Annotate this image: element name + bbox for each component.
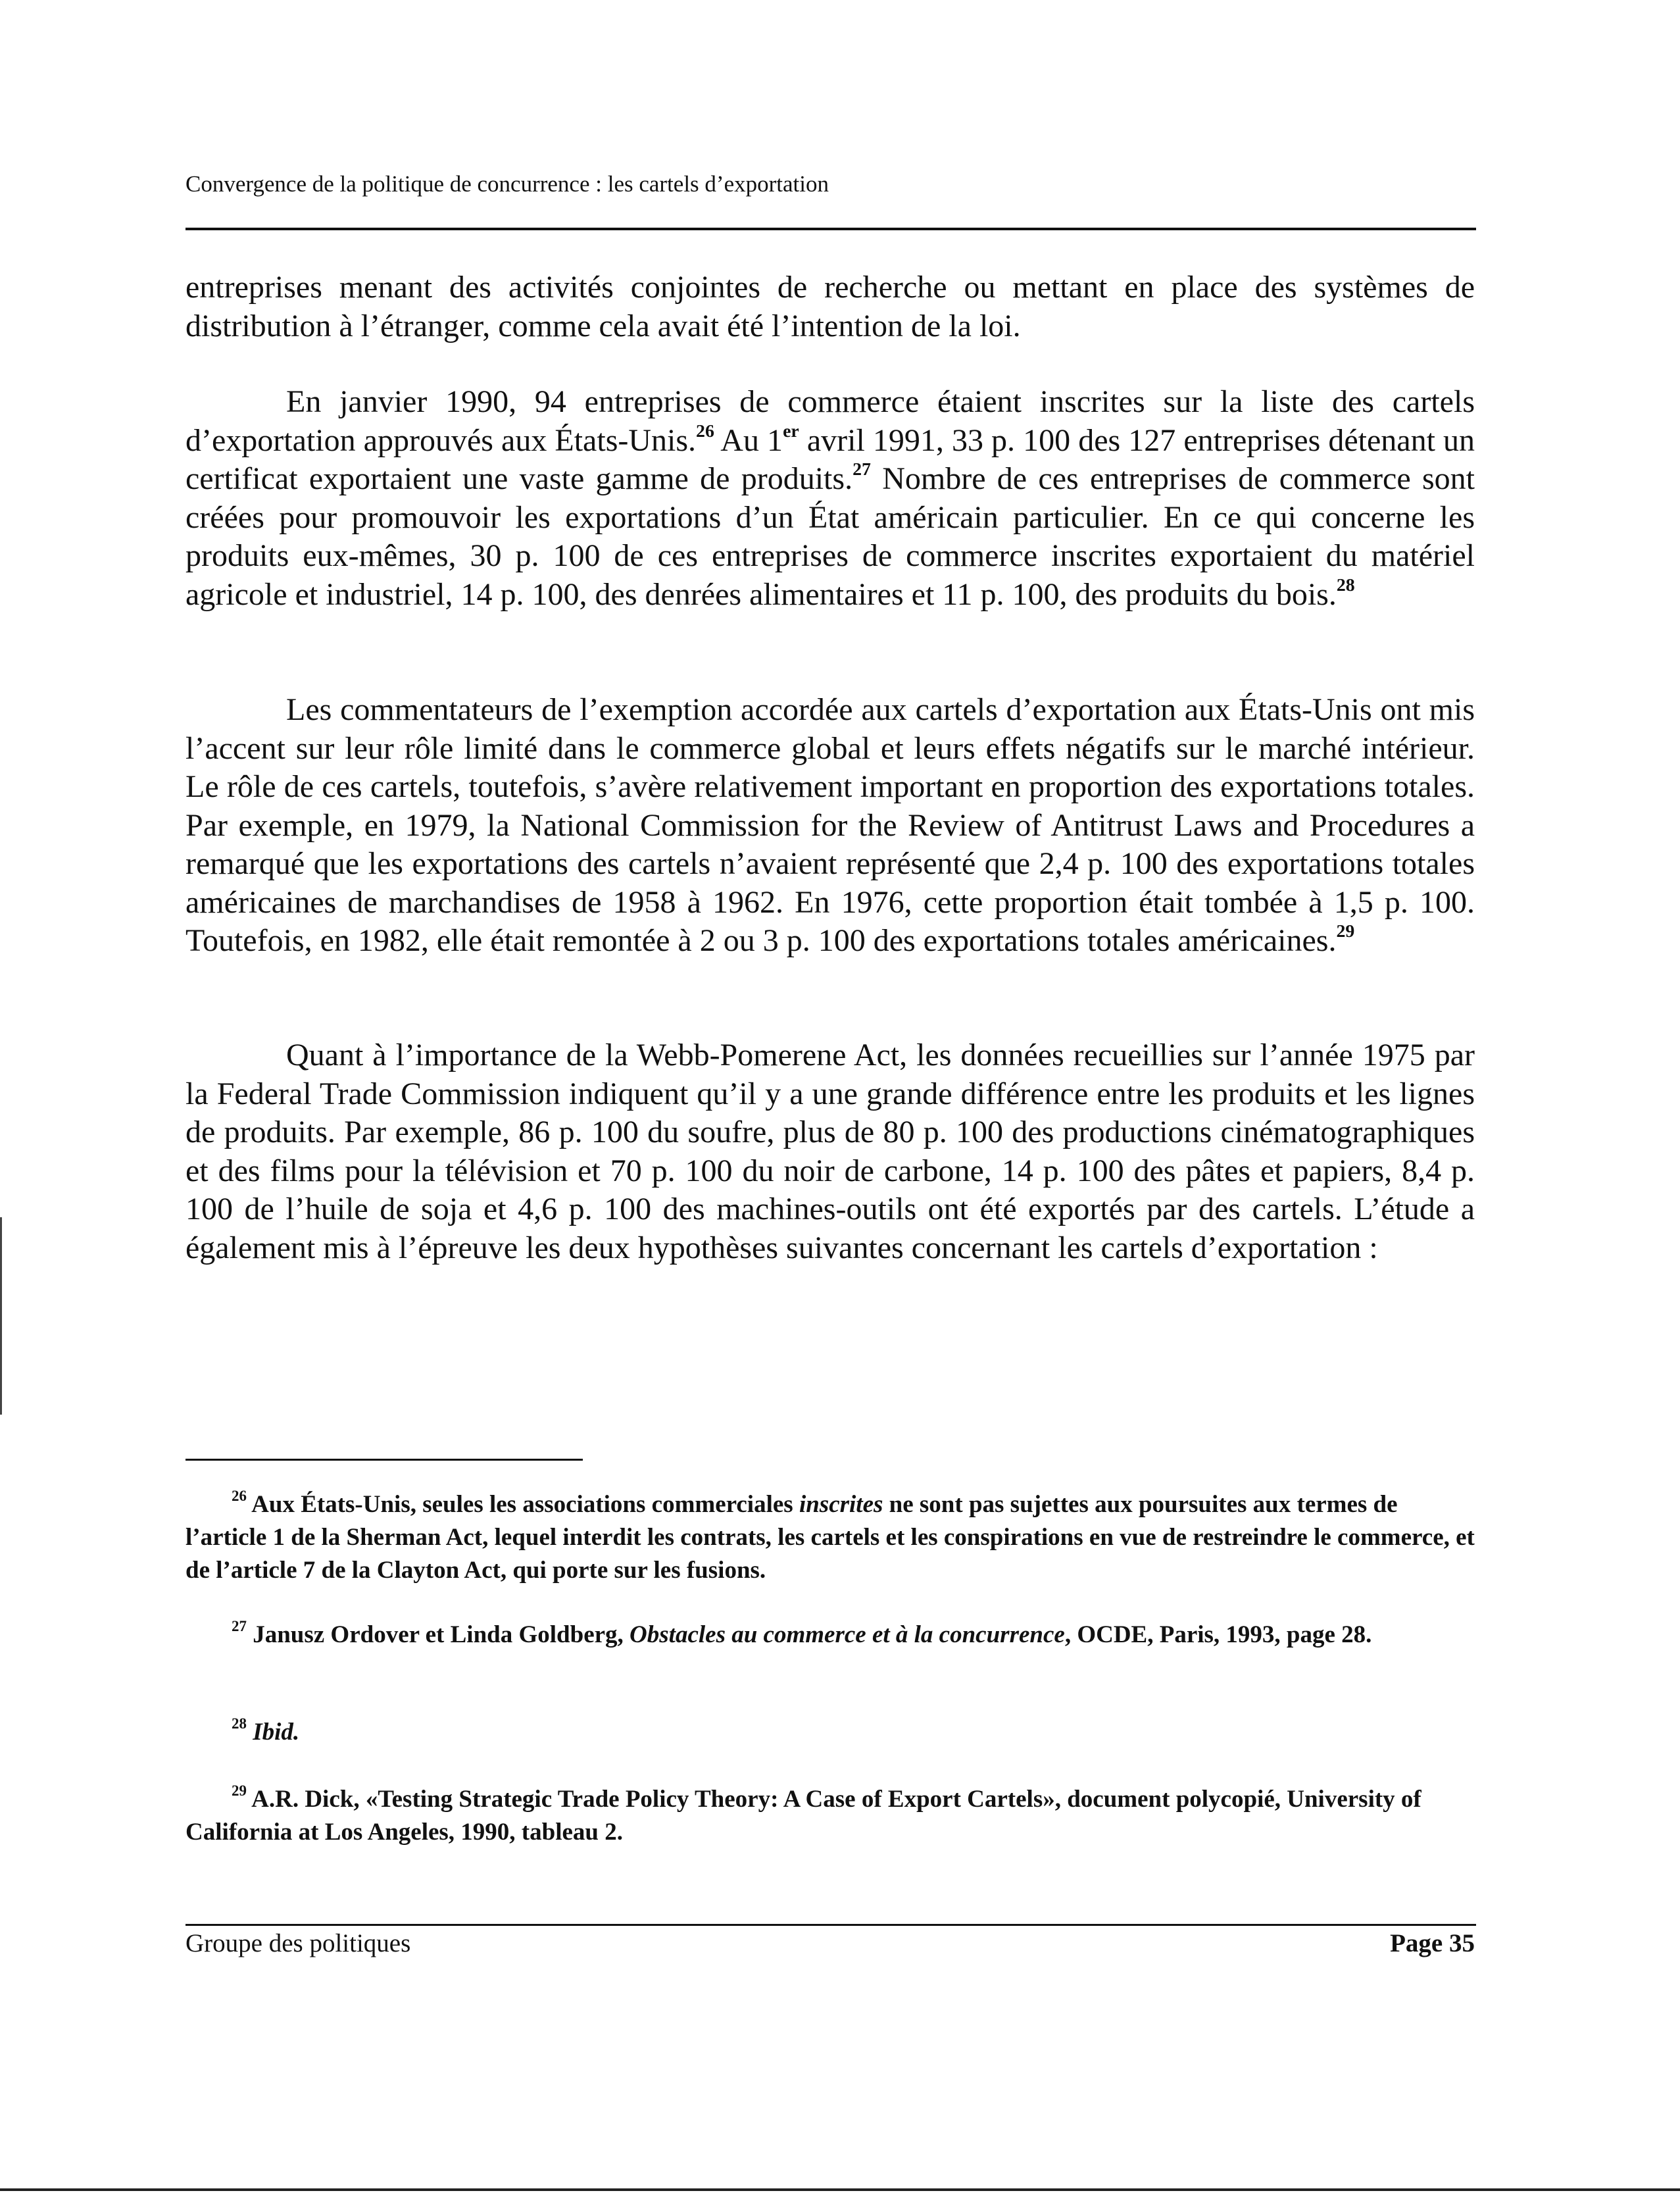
footer-organization: Groupe des politiques — [185, 1929, 411, 1957]
paragraph-text: avril 1991, 33 p. 100 des 127 entreprises détenant un certificat exportaient une vaste gamme de produits. — [185, 422, 1475, 496]
paragraph-text: Au 1 — [714, 422, 783, 458]
footnote-emphasis: Ibid. — [253, 1719, 300, 1746]
footnote-emphasis: inscrites — [799, 1491, 883, 1518]
footnote-ref-27[interactable]: 27 — [852, 459, 871, 480]
paragraph-text: Les commentateurs de l’exemption accordée aux cartels d’exportation aux États-Unis ont mis l’accent sur leur rôle limité dans le commerce global et leurs effets négatifs sur le marché intérieur. Le rôle de ces cartels, toutefois, s’avère relativement important en proportion des exportations totales. Par exemple, en 1979, la National Commission for the Review of Antitrust Laws and Procedures a remarqué que les exportations des cartels n’avaient représenté que 2,4 p. 100 des exportations totales américaines de marchandises de 1958 à 1962. En 1976, cette proportion était tombée à 1,5 p. 100. Toutefois, en 1982, elle était remontée à 2 ou 3 p. 100 des exportations totales américaines. — [185, 692, 1475, 958]
footnote-text: ne sont pas sujettes aux poursuites aux termes de l’article 1 de la Sherman Act, lequel interdit les contrats, les cartels et les conspirations en vue de restreindre le commerce, et de l’article 7 de la Clayton Act, qui porte sur les fusions. — [185, 1491, 1475, 1584]
footnote-ref-28[interactable]: 28 — [1336, 574, 1355, 595]
footer-rule — [185, 1924, 1476, 1926]
footnote-ref-26[interactable]: 26 — [696, 420, 714, 441]
footnote-number: 29 — [232, 1782, 247, 1799]
footnote-text: Aux États-Unis, seules les associations commerciales — [246, 1491, 799, 1518]
footnote-number: 26 — [232, 1487, 247, 1504]
paragraph-webb-pomerene: Quant à l’importance de la Webb-Pomerene Act, les données recueillies sur l’année 1975 par la Federal Trade Commission indiquent qu’il y a une grande différence entre les produits et les lignes de produits. Par exemple, 86 p. 100 du soufre, plus de 80 p. 100 des productions cinématographiques et des films pour la télévision et 70 p. 100 du noir de carbone, 14 p. 100 des pâtes et papiers, 8,4 p. 100 de l’huile de soja et 4,6 p. 100 des machines-outils ont été exportés par des cartels. L’étude a également mis à l’épreuve les deux hypothèses suivantes concernant les cartels d’exportation : — [185, 1038, 1475, 1265]
running-header: Convergence de la politique de concurrence : les cartels d’exportation — [185, 171, 829, 197]
page-footer — [185, 1928, 1475, 1959]
footnote-number: 28 — [232, 1715, 247, 1732]
footnote-29 — [185, 1783, 1475, 1849]
footnote-ref-29[interactable]: 29 — [1336, 921, 1355, 942]
footnote-text: Janusz Ordover et Linda Goldberg, — [246, 1621, 630, 1648]
paragraph-commentators — [185, 691, 1475, 961]
footnote-27 — [185, 1619, 1475, 1651]
paragraph-continuation: entreprises menant des activités conjointes de recherche ou mettant en place des systèmes de distribution à l’étranger, comme cela avait été l’intention de la loi. — [185, 270, 1475, 343]
ordinal-suffix: er — [783, 420, 799, 441]
paragraph-text: En janvier 1990, 94 entreprises de commerce étaient inscrites sur la liste des cartels d’exportation approuvés aux États-Unis. — [185, 384, 1475, 458]
footnote-28 — [185, 1716, 1475, 1749]
footnote-text: , OCDE, Paris, 1993, page 28. — [1064, 1621, 1372, 1648]
paragraph-text: Nombre de ces entreprises de commerce sont créées pour promouvoir les exportations d’un État américain particulier. En ce qui concerne les produits eux-mêmes, 30 p. 100 de ces entreprises de commerce inscrites exportaient du matériel agricole et industriel, 14 p. 100, des denrées alimentaires et 11 p. 100, des produits du bois. — [185, 461, 1475, 612]
footnote-number: 27 — [232, 1617, 247, 1634]
scan-edge-left — [0, 1217, 2, 1415]
footnote-emphasis: Obstacles au commerce et à la concurrence — [630, 1621, 1065, 1648]
footnote-text: A.R. Dick, «Testing Strategic Trade Policy Theory: A Case of Export Cartels», document polycopié, University of California at Los Angeles, 1990, tableau 2. — [185, 1786, 1421, 1846]
footnote-26 — [185, 1488, 1475, 1587]
header-rule — [185, 228, 1476, 230]
paragraph-cartel-counts — [185, 383, 1475, 614]
footnote-text — [247, 1719, 253, 1746]
page-number: Page 35 — [1390, 1929, 1475, 1957]
footnote-separator — [185, 1459, 583, 1461]
scan-edge-bottom — [0, 2188, 1680, 2191]
